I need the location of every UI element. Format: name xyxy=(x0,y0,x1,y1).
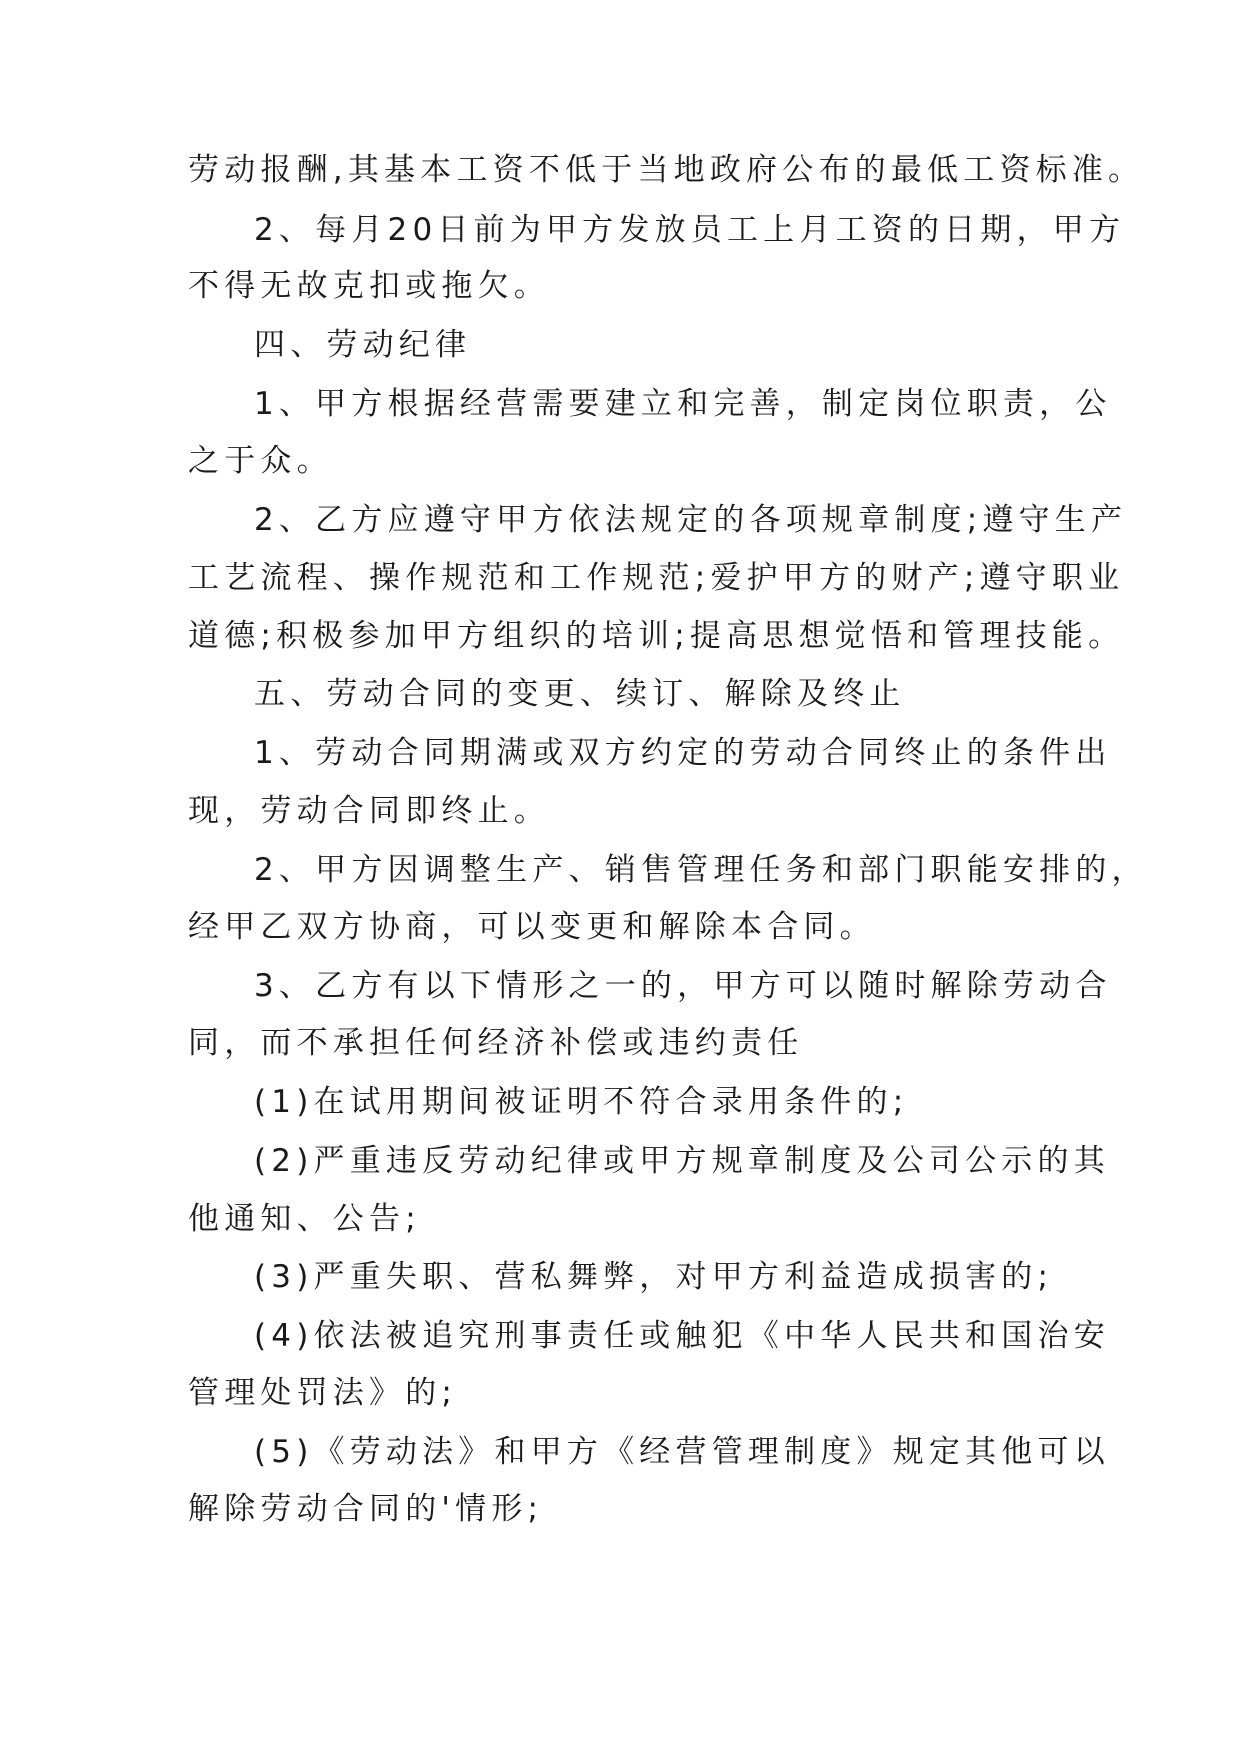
text-line: 经甲乙双方协商，可以变更和解除本合同。 xyxy=(188,909,876,945)
text-line: 解除劳动合同的'情形; xyxy=(188,1491,544,1527)
text-line: 不得无故克扣或拖欠。 xyxy=(188,268,550,304)
text-line: 1、劳动合同期满或双方约定的劳动合同终止的条件出 xyxy=(254,735,1112,771)
text-line: (4)依法被追究刑事责任或触犯《中华人民共和国治安 xyxy=(254,1318,1110,1354)
text-line: 1、甲方根据经营需要建立和完善，制定岗位职责，公 xyxy=(254,386,1112,422)
text-line: 之于众。 xyxy=(188,443,333,479)
text-line: 3、乙方有以下情形之一的，甲方可以随时解除劳动合 xyxy=(254,968,1112,1004)
text-line: 劳动报酬,其基本工资不低于当地政府公布的最低工资标准。 xyxy=(188,152,1145,188)
text-line: 同，而不承担任何经济补偿或违约责任 xyxy=(188,1025,804,1061)
text-line: (5)《劳动法》和甲方《经营管理制度》规定其他可以 xyxy=(254,1434,1110,1470)
section-heading: 五、劳动合同的变更、续订、解除及终止 xyxy=(254,676,906,712)
text-line: 他通知、公告; xyxy=(188,1201,421,1237)
text-line: 现，劳动合同即终止。 xyxy=(188,793,550,829)
section-heading: 四、劳动纪律 xyxy=(254,327,472,363)
text-line: 2、每月20日前为甲方发放员工上月工资的日期，甲方 xyxy=(254,212,1126,248)
text-line: (1)在试用期间被证明不符合录用条件的; xyxy=(254,1084,909,1120)
text-line: (2)严重违反劳动纪律或甲方规章制度及公司公示的其 xyxy=(254,1143,1110,1179)
text-line: 工艺流程、操作规范和工作规范;爱护甲方的财产;遵守职业 xyxy=(188,560,1125,596)
text-line: 2、乙方应遵守甲方依法规定的各项规章制度;遵守生产 xyxy=(254,502,1128,538)
text-line: 2、甲方因调整生产、销售管理任务和部门职能安排的， xyxy=(254,852,1148,888)
text-line: 道德;积极参加甲方组织的培训;提高思想觉悟和管理技能。 xyxy=(188,618,1125,654)
text-line: (3)严重失职、营私舞弊，对甲方利益造成损害的; xyxy=(254,1259,1054,1295)
text-line: 管理处罚法》的; xyxy=(188,1375,458,1411)
